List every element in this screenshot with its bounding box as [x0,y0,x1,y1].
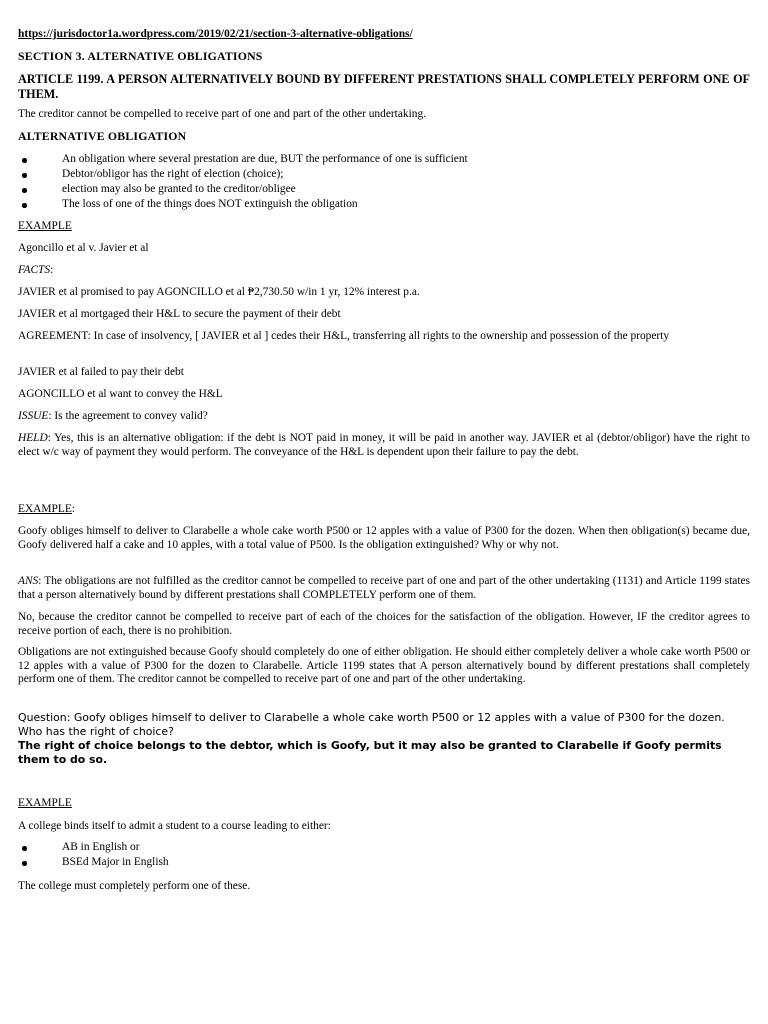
list-item: Debtor/obligor has the right of election (choice); [18,168,750,183]
example-3-intro: A college binds itself to admit a student to a course leading to either: [18,820,331,832]
bullet-icon [22,203,27,208]
fact-line: JAVIER et al mortgaged their H&L to secure the payment of their debt [18,308,341,320]
alternative-obligation-list [18,153,750,213]
held-label: HELD [18,432,48,444]
ans-text: : The obligations are not fulfilled as the creditor cannot be compelled to receive part of one and part of the other undertaking (1131) and Article 1199 states that a person alternatively bound by different prestations shall COMPLETELY perform one of them. [18,575,750,601]
issue [18,410,750,424]
article-note: The creditor cannot be compelled to receive part of one and part of the other undertaking. [18,108,426,120]
bullet-icon [22,173,27,178]
example-2-question: Question: Goofy obliges himself to deliver to Clarabelle a whole cake worth P500 or 12 apples with a value of P300 for the dozen. Who has the right of choice? [18,711,725,738]
article-title: ARTICLE 1199. A PERSON ALTERNATIVELY BOUND BY DIFFERENT PRESTATIONS SHALL COMPLETELY PERFORM ONE OF THEM. [18,72,750,101]
held [18,432,750,459]
example-3-heading: EXAMPLE [18,797,72,809]
ans-label: ANS [18,575,39,587]
issue-text: : Is the agreement to convey valid? [48,410,208,422]
list-item: election may also be granted to the creditor/obligee [18,183,750,198]
example-3-conclusion: The college must completely perform one of these. [18,880,251,892]
source-url-link[interactable]: https://jurisdoctor1a.wordpress.com/2019/02/21/section-3-alternative-obligations/ [18,28,413,40]
list-item: AB in English or [18,841,750,856]
alternative-obligation-heading: ALTERNATIVE OBLIGATION [18,129,187,143]
example-2-answer-2: No, because the creditor cannot be compelled to receive part of each of the choices for the satisfaction of the obligation. However, IF the creditor agrees to receive portion of each, there is no prohibition. [18,611,750,637]
issue-label: ISSUE [18,410,49,422]
bullet-icon [22,861,27,866]
facts-label: FACTS: [18,264,54,276]
list-item: An obligation where several prestation are due, BUT the performance of one is sufficient [18,153,750,168]
held-text: : Yes, this is an alternative obligation: if the debt is NOT paid in money, it will be paid in another way. JAVIER et al (debtor/obligor) have the right to elect w/c way of payment they would perform. The conveyance of the H&L is dependent upon their failure to pay the debt. [18,432,750,458]
fact-line: AGONCILLO et al want to convey the H&L [18,388,223,400]
list-item: The loss of one of the things does NOT extinguish the obligation [18,198,750,213]
case-name: Agoncillo et al v. Javier et al [18,242,149,254]
fact-line: AGREEMENT: In case of insolvency, [ JAVIER et al ] cedes their H&L, transferring all rights to the ownership and possession of the property [18,330,670,342]
bullet-icon [22,846,27,851]
fact-line: JAVIER et al promised to pay AGONCILLO et al ₱2,730.50 w/in 1 yr, 12% interest p.a. [18,286,420,298]
example-2-answer-1 [18,575,750,602]
example-2-question-answer: The right of choice belongs to the debtor, which is Goofy, but it may also be granted to Clarabelle if Goofy permits them to do so. [18,739,722,766]
fact-line: JAVIER et al failed to pay their debt [18,366,184,378]
example-2-answer-3: Obligations are not extinguished because Goofy should completely do one of either obligation. He should either completely deliver a whole cake worth P500 or 12 apples with a value of P300 for the dozen to Clarabelle. Article 1199 states that A person alternatively bound by different prestations shall completely perform one of them. The creditor cannot be compelled to receive part of one and part of the other undertaking. [18,646,750,686]
example-3-list [18,841,750,871]
bullet-icon [22,188,27,193]
section-title: SECTION 3. ALTERNATIVE OBLIGATIONS [18,49,263,63]
list-item: BSEd Major in English [18,856,750,871]
bullet-icon [22,158,27,163]
example-2-heading: EXAMPLE: [18,503,75,515]
example-1-heading: EXAMPLE [18,220,72,232]
example-2-problem: Goofy obliges himself to deliver to Clarabelle a whole cake worth P500 or 12 apples with a value of P300 for the dozen. When then obligation(s) became due, Goofy delivered half a cake and 10 apples, with a total value of P500. Is the obligation extinguished? Why or why not. [18,525,750,551]
